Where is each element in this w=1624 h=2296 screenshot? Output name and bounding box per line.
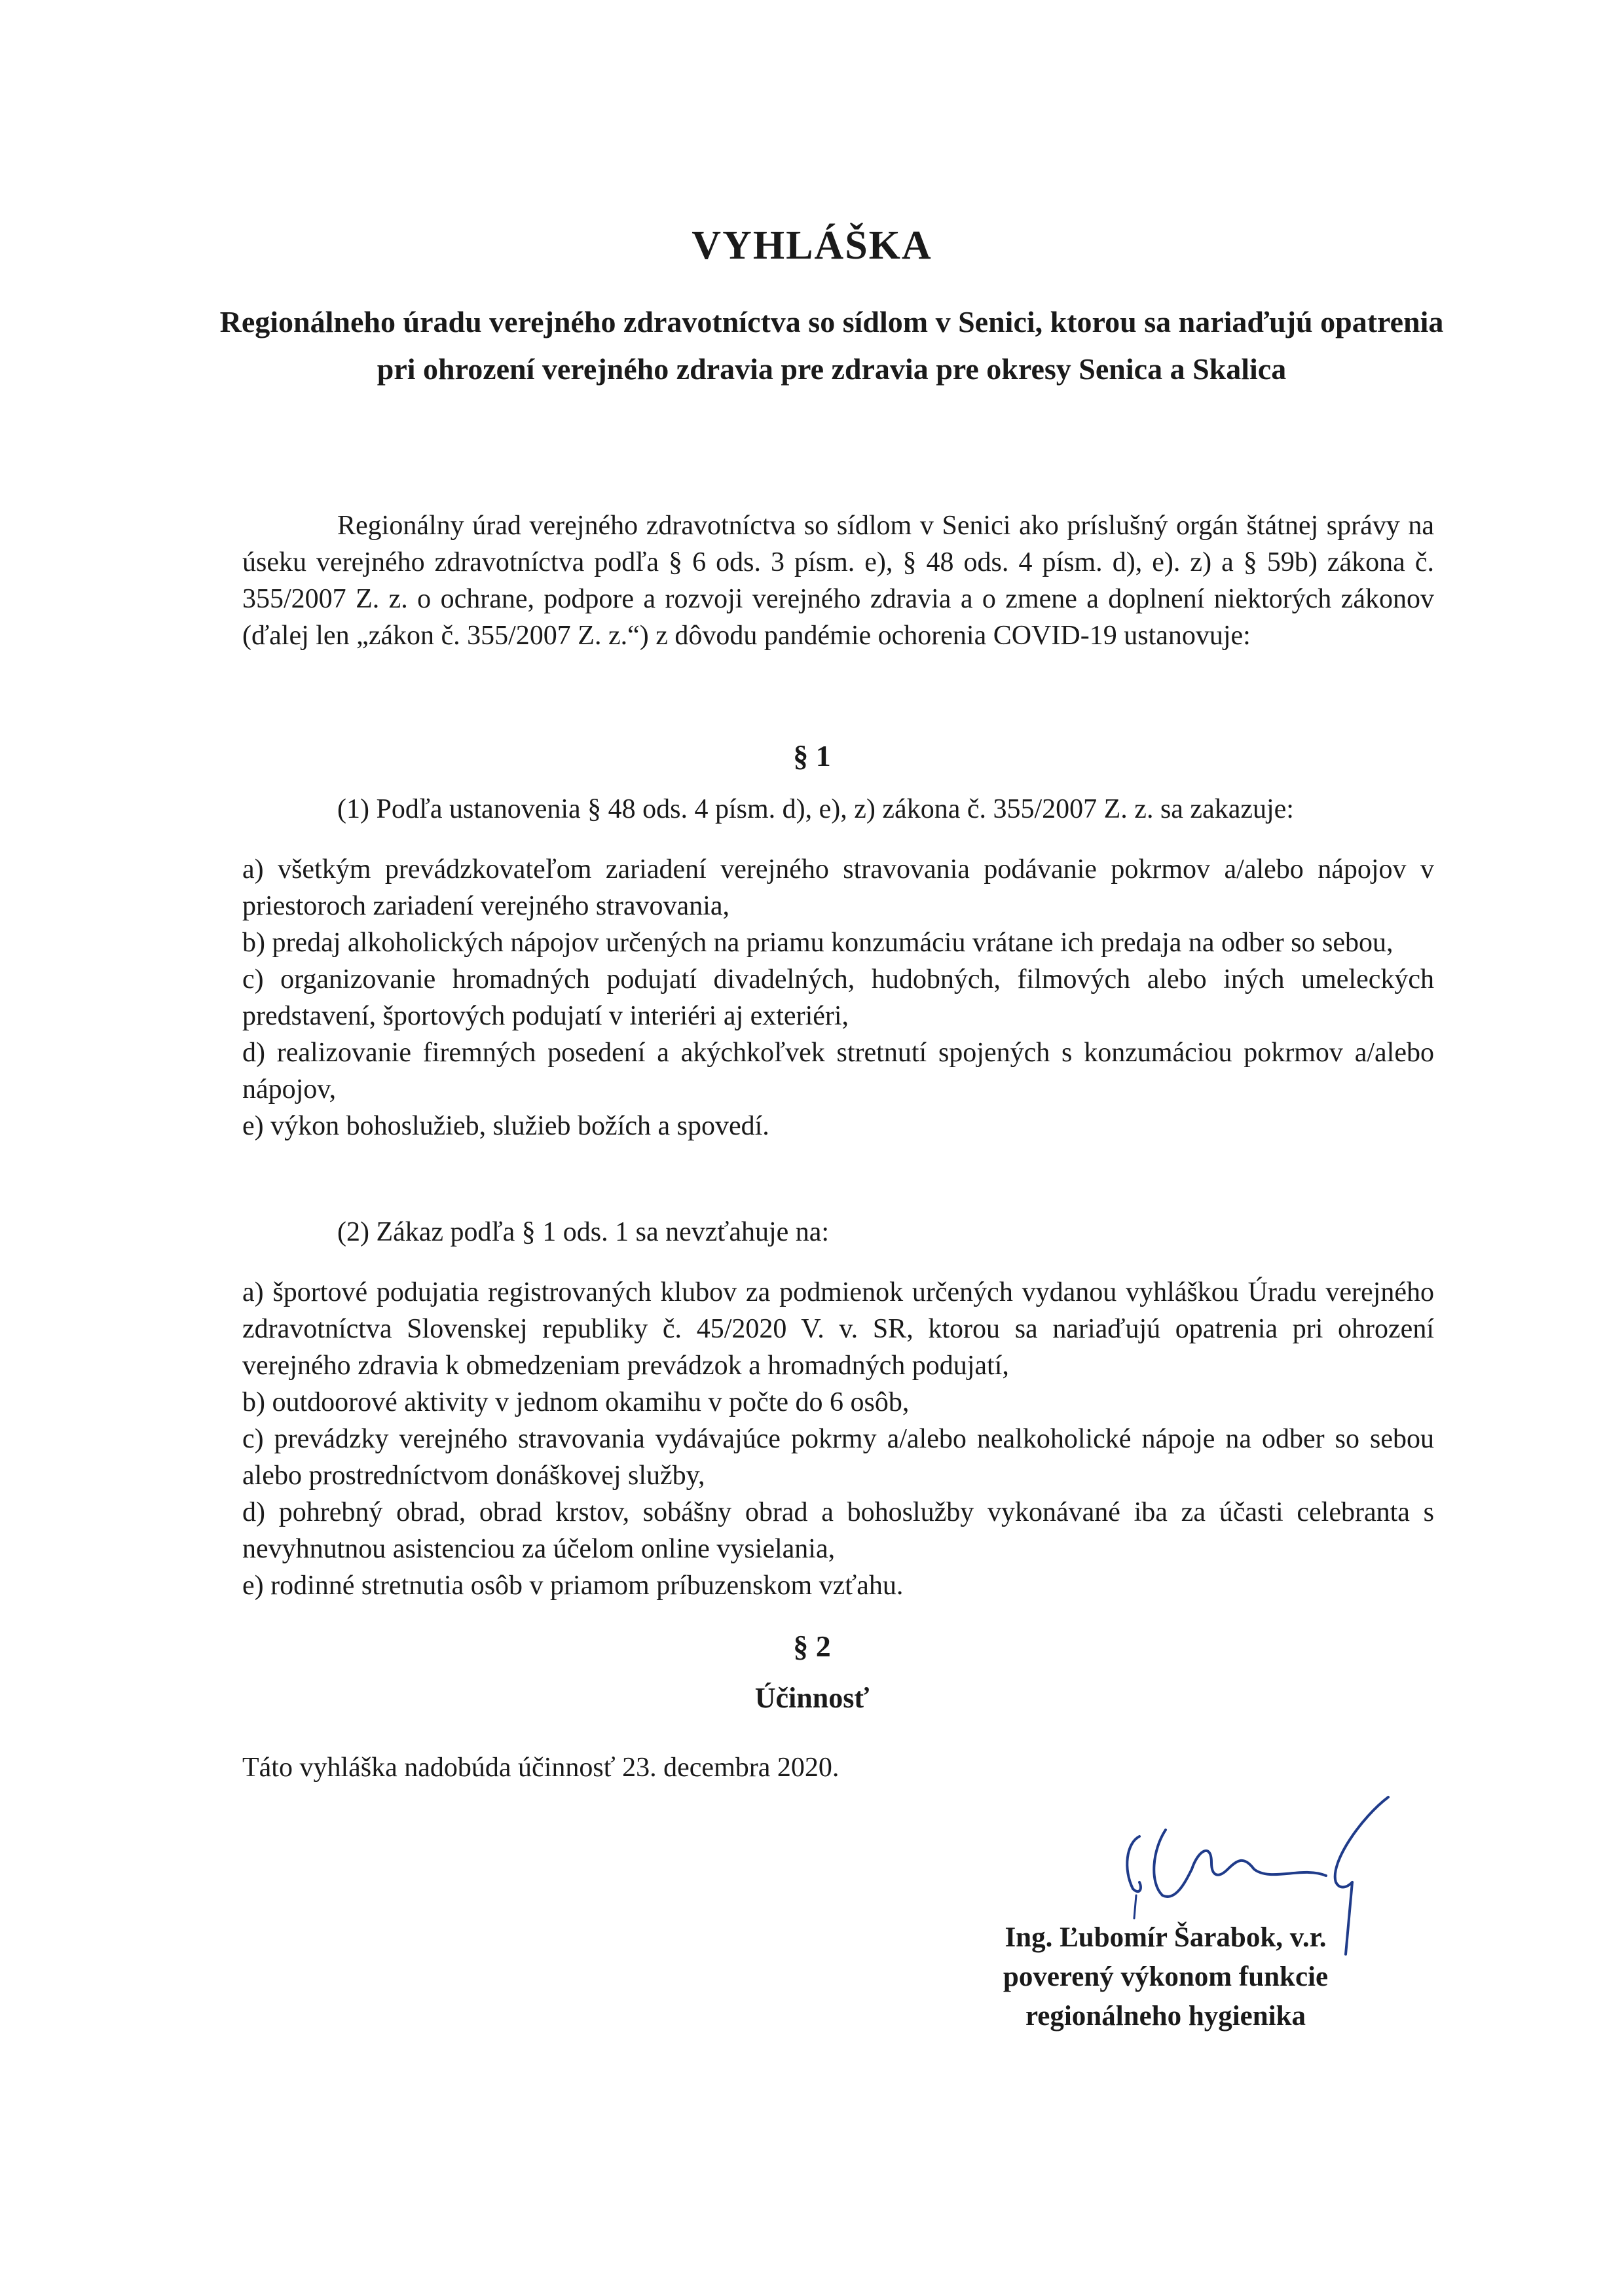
signer-role-line-1: poverený výkonom funkcie	[1003, 1961, 1329, 1992]
list-item: a) všetkým prevádzkovateľom zariadení verejného stravovania podávanie pokrmov a/alebo nápojov v priestoroch zariadení verejného stravovania,	[242, 854, 1434, 921]
section-1-paragraph-2-list	[242, 1274, 1434, 1604]
signer-name: Ing. Ľubomír Šarabok, v.r.	[1005, 1922, 1327, 1953]
list-item: c) prevádzky verejného stravovania vydávajúce pokrmy a/alebo nealkoholické nápoje na odber so sebou alebo prostredníctvom donáškovej služby,	[242, 1424, 1434, 1491]
effective-date-text: Táto vyhláška nadobúda účinnosť 23. decembra 2020.	[242, 1753, 840, 1783]
list-item: e) rodinné stretnutia osôb v priamom príbuzenskom vzťahu.	[242, 1571, 904, 1601]
list-item: a) športové podujatia registrovaných klubov za podmienok určených vydanou vyhláškou Úradu verejného zdravotníctva Slovenskej republiky č. 45/2020 V. v. SR, ktorou sa nariaďujú opatrenia pri ohrození verejného zdravia k obmedzeniam prevádzok a hromadných podujatí,	[242, 1277, 1434, 1381]
intro-paragraph: Regionálny úrad verejného zdravotníctva so sídlom v Senici ako príslušný orgán štátnej správy na úseku verejného zdravotníctva podľa § 6 ods. 3 písm. e), § 48 ods. 4 písm. d), e). z) a § 59b) zákona č. 355/2007 Z. z. o ochrane, podpore a rozvoji verejného zdravia a o zmene a doplnení niektorých zákonov (ďalej len „zákon č. 355/2007 Z. z.“) z dôvodu pandémie ochorenia COVID-19 ustanovuje:	[242, 511, 1434, 651]
list-item: b) predaj alkoholických nápojov určených na priamu konzumáciu vrátane ich predaja na odber so sebou,	[242, 928, 1393, 958]
section-1-paragraph-2-head: (2) Zákaz podľa § 1 ods. 1 sa nevzťahuje na:	[337, 1217, 830, 1247]
section-1-paragraph-1-list	[242, 851, 1434, 1144]
section-2-mark: § 2	[793, 1630, 831, 1663]
list-item: e) výkon bohoslužieb, služieb božích a spovedí.	[242, 1111, 769, 1141]
list-item: d) realizovanie firemných posedení a akýchkoľvek stretnutí spojených s konzumáciou pokrmov a/alebo nápojov,	[242, 1038, 1434, 1104]
section-1-paragraph-1-head: (1) Podľa ustanovenia § 48 ods. 4 písm. d), e), z) zákona č. 355/2007 Z. z. sa zakazuje:	[337, 794, 1294, 824]
document-subtitle: Regionálneho úradu verejného zdravotníctva so sídlom v Senici, ktorou sa nariaďujú opatrenia pri ohrození verejného zdravia pre zdravia pre okresy Senica a Skalica	[219, 305, 1444, 386]
section-2-heading: Účinnosť	[754, 1682, 870, 1714]
section-1-mark: § 1	[793, 739, 831, 773]
signature-block	[917, 1918, 1414, 2036]
signer-role-line-2: regionálneho hygienika	[1025, 2001, 1306, 2032]
list-item: b) outdoorové aktivity v jednom okamihu v počte do 6 osôb,	[242, 1387, 910, 1417]
document-title: VYHLÁŠKA	[692, 223, 932, 268]
list-item: c) organizovanie hromadných podujatí divadelných, hudobných, filmových alebo iných umeleckých predstavení, športových podujatí v interiéri aj exteriéri,	[242, 964, 1434, 1031]
list-item: d) pohrebný obrad, obrad krstov, sobášny obrad a bohoslužby vykonávané iba za účasti celebranta s nevyhnutnou asistenciou za účelom online vysielania,	[242, 1497, 1434, 1564]
